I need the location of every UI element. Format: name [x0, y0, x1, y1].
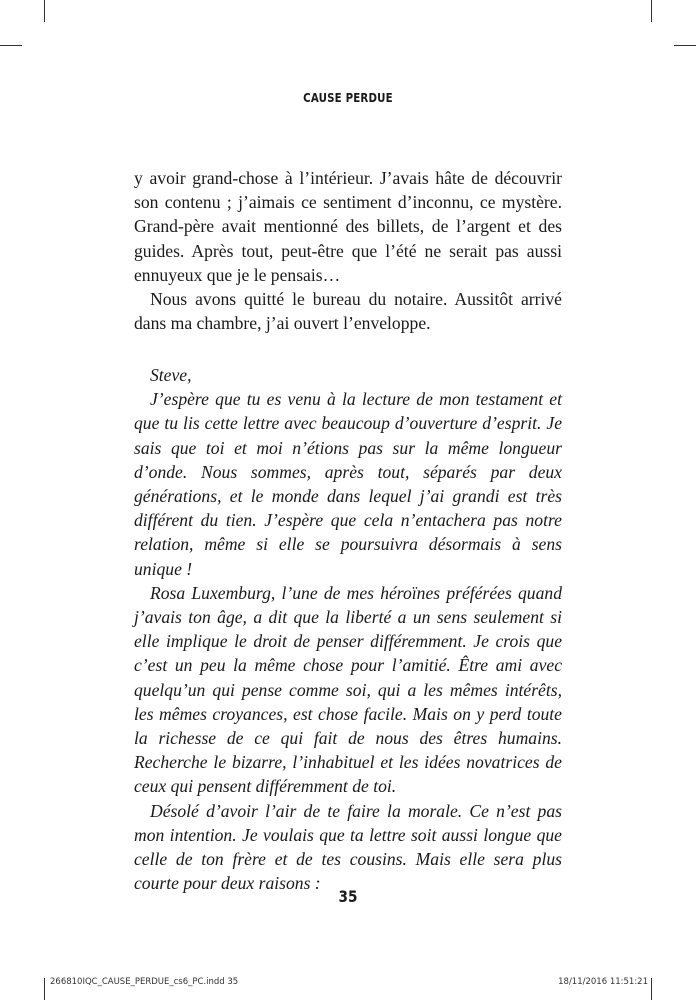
- letter-salutation: Steve,: [150, 365, 192, 385]
- running-head: CAUSE PERDUE: [303, 90, 393, 105]
- slug-file-name: 266810IQC_CAUSE_PERDUE_cs6_PC.indd 35: [50, 977, 239, 987]
- crop-mark-top-right-h: [674, 45, 696, 46]
- narrative-text: [134, 166, 562, 335]
- letter-text: [134, 363, 562, 895]
- letter-paragraph: Rosa Luxemburg, l’une de mes héroïnes préférées quand j’avais ton âge, a dit que la liberté a un sens seulement si elle implique le droit de penser différemment. Je crois que c’est un peu la même chose pour l’amitié. Être ami avec quelqu’un qui pense comme soi, qui a les mêmes intérêts, les mêmes croyances, est chose facile. Mais on y perd toute la richesse de ce qui fait de nous des êtres humains. Recherche le bizarre, l’inhabituel et les idées novatrices de ceux qui pensent différemment de toi.: [134, 582, 562, 797]
- narrative-paragraph: Nous avons quitté le bureau du notaire. Aussitôt arrivé dans ma chambre, j’ai ouvert l’enveloppe.: [134, 289, 562, 334]
- letter-paragraph: Désolé d’avoir l’air de te faire la morale. Ce n’est pas mon intention. Je voulais que ta lettre soit aussi longue que celle de ton frère et de tes cousins. Mais elle sera plus courte pour deux raisons :: [134, 800, 562, 894]
- letter-paragraph: J’espère que tu es venu à la lecture de mon testament et que tu lis cette lettre avec beaucoup d’ouverture d’esprit. Je sais que toi et moi n’étions pas sur la même longueur d’onde. Nous sommes, après tout, séparés par deux générations, et le monde dans lequel j’ai grandi est très différent du tien. J’espère que cela n’entachera pas notre relation, même si elle se poursuivra désormais à sens unique !: [134, 389, 562, 579]
- crop-mark-bottom-left: [44, 978, 45, 1000]
- crop-mark-top-left: [44, 0, 45, 22]
- crop-mark-top-left-h: [0, 45, 22, 46]
- crop-mark-bottom-right: [651, 978, 652, 1000]
- crop-mark-top-right: [651, 0, 652, 22]
- page-number: 35: [338, 887, 358, 906]
- narrative-paragraph: y avoir grand-chose à l’intérieur. J’avais hâte de découvrir son contenu ; j’aimais ce sentiment d’inconnu, ce mystère. Grand-père avait mentionné des billets, de l’argent et des guides. Après tout, peut-être que l’été ne serait pas aussi ennuyeux que je le pensais…: [134, 168, 562, 285]
- slug-timestamp: 18/11/2016 11:51:21: [558, 977, 648, 987]
